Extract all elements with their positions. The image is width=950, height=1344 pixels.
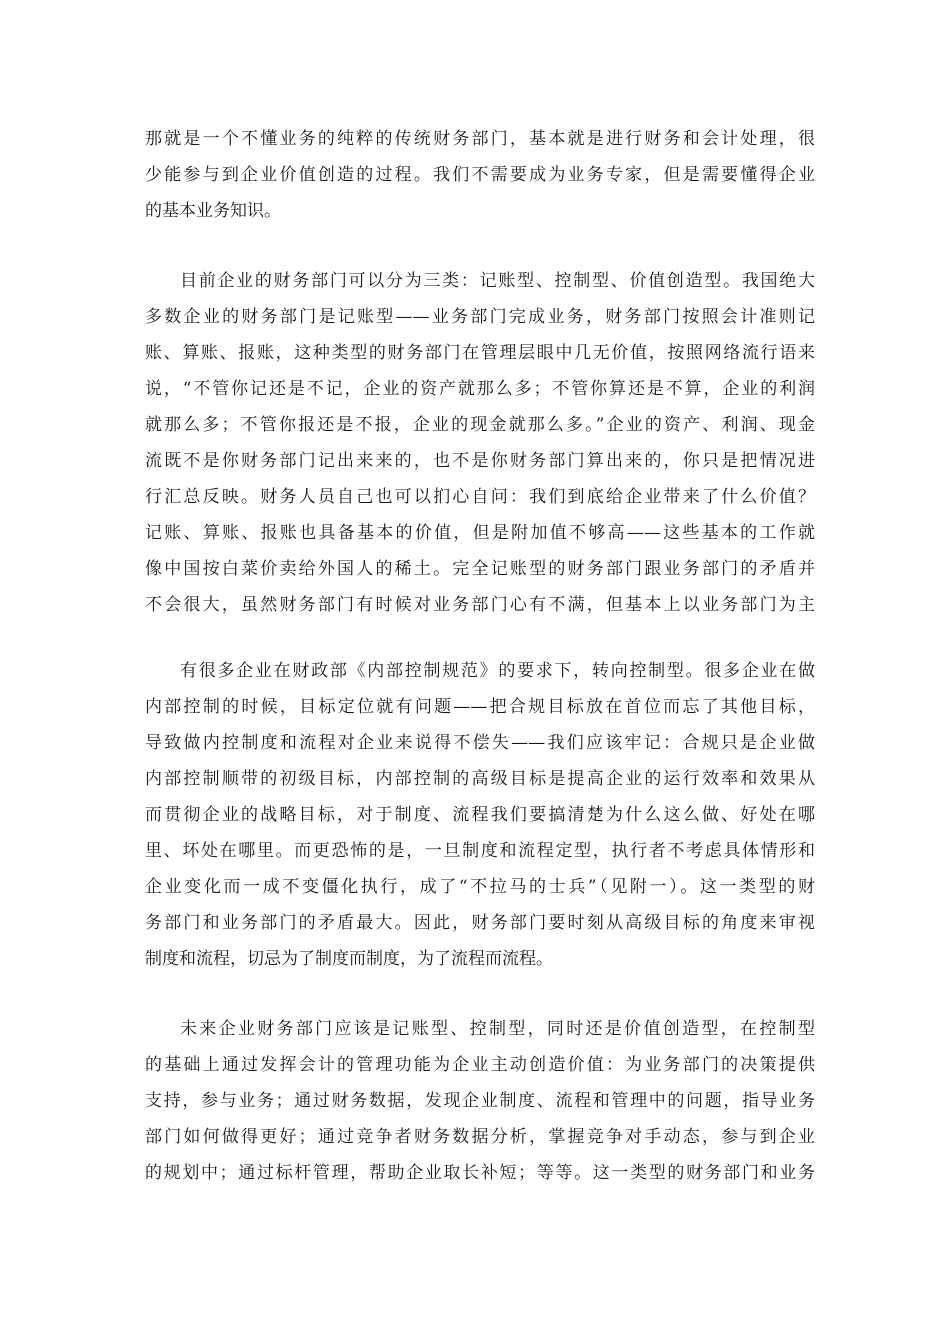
- paragraph-2-line-4: 说，“不管你记还是不记，企业的资产就那么多；不管你算还是不算，企业的利润: [145, 379, 815, 399]
- paragraph-3-line-5: 而贯彻企业的战略目标，对于制度、流程我们要搞清楚为什么这么做、好处在哪: [145, 805, 815, 825]
- paragraph-3-line-2: 内部控制的时候，目标定位就有问题——把合规目标放在首位而忘了其他目标，: [145, 697, 815, 717]
- paragraph-2-line-5: 就那么多；不管你报还是不报，企业的现金就那么多。”企业的资产、利润、现金: [145, 415, 815, 435]
- paragraph-1-line-1: 那就是一个不懂业务的纯粹的传统财务部门，基本就是进行财务和会计处理，很: [145, 129, 815, 149]
- paragraph-1-line-2: 少能参与到企业价值创造的过程。我们不需要成为业务专家，但是需要懂得企业: [145, 165, 815, 185]
- paragraph-4-line-3: 支持，参与业务；通过财务数据，发现企业制度、流程和管理中的问题，指导业务: [145, 1091, 815, 1111]
- paragraph-3-line-3: 导致做内控制度和流程对企业来说得不偿失——我们应该牢记：合规只是企业做: [145, 733, 815, 753]
- paragraph-4-line-2: 的基础上通过发挥会计的管理功能为企业主动创造价值：为业务部门的决策提供: [145, 1055, 815, 1075]
- paragraph-3-line-4: 内部控制顺带的初级目标，内部控制的高级目标是提高企业的运行效率和效果从: [145, 769, 815, 789]
- paragraph-4-line-5: 的规划中；通过标杆管理，帮助企业取长补短；等等。这一类型的财务部门和业务: [145, 1163, 815, 1183]
- paragraph-2-line-10: 不会很大，虽然财务部门有时候对业务部门心有不满，但基本上以业务部门为主: [145, 595, 815, 615]
- paragraph-2-line-3: 账、算账、报账，这种类型的财务部门在管理层眼中几无价值，按照网络流行语来: [145, 343, 815, 363]
- paragraph-3-line-9: 制度和流程，切忌为了制度而制度，为了流程而流程。: [145, 949, 553, 969]
- paragraph-2-line-2: 多数企业的财务部门是记账型——业务部门完成业务，财务部门按照会计准则记: [145, 307, 815, 327]
- paragraph-1-line-3: 的基本业务知识。: [145, 201, 281, 221]
- paragraph-3-line-8: 务部门和业务部门的矛盾最大。因此，财务部门要时刻从高级目标的角度来审视: [145, 913, 815, 933]
- paragraph-3-line-6: 里、坏处在哪里。而更恐怖的是，一旦制度和流程定型，执行者不考虑具体情形和: [145, 841, 815, 861]
- paragraph-4-line-1: 未来企业财务部门应该是记账型、控制型，同时还是价值创造型，在控制型: [180, 1019, 815, 1039]
- paragraph-3-line-7: 企业变化而一成不变僵化执行，成了“不拉马的士兵”（见附一）。这一类型的财: [145, 877, 815, 897]
- paragraph-2-line-8: 记账、算账、报账也具备基本的价值，但是附加值不够高——这些基本的工作就: [145, 523, 815, 543]
- paragraph-2-line-6: 流既不是你财务部门记出来来的，也不是你财务部门算出来的，你只是把情况进: [145, 451, 815, 471]
- paragraph-4-line-4: 部门如何做得更好；通过竞争者财务数据分析，掌握竞争对手动态，参与到企业: [145, 1127, 815, 1147]
- paragraph-2-line-7: 行汇总反映。财务人员自己也可以扪心自问：我们到底给企业带来了什么价值？: [145, 487, 815, 507]
- paragraph-3-line-1: 有很多企业在财政部《内部控制规范》的要求下，转向控制型。很多企业在做: [180, 661, 815, 681]
- paragraph-2-line-1: 目前企业的财务部门可以分为三类：记账型、控制型、价值创造型。我国绝大: [180, 271, 815, 291]
- paragraph-2-line-9: 像中国按白菜价卖给外国人的稀土。完全记账型的财务部门跟业务部门的矛盾并: [145, 559, 815, 579]
